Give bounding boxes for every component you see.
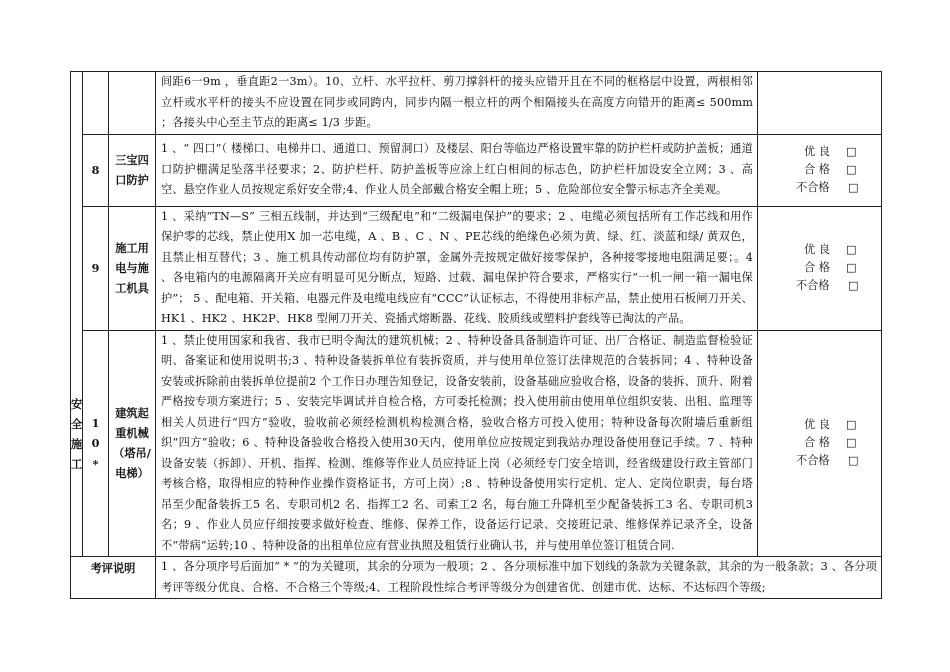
row-number: 8 <box>83 134 109 206</box>
row-name-line: 三宝四 <box>115 153 149 167</box>
row-name-line: 工机具 <box>115 281 149 295</box>
row-name <box>109 206 156 330</box>
row-number-char: 0 <box>91 436 100 450</box>
checkbox-icon[interactable]: □ <box>848 181 859 194</box>
grade-label: 不合格 <box>796 454 830 468</box>
grade-option-fail <box>788 452 881 470</box>
table-row <box>71 206 882 330</box>
grade-option-excellent <box>788 143 881 161</box>
row-content: 1 、禁止使用国家和我省、我市已明令淘汰的建筑机械；2 、特种设备具备制造许可证、出厂合格证、制造监督检验证明、备案证和使用说明书;3 、特种设备装拆单位有装拆资质，并与使用单位签订法律规范的合装拆同；4 、特种设备安装或拆除前由装拆单位提前2 个工作日办理告知登记，设备安装前，设备基础应验收合格，设备的装拆、顶升、附着严格按专项方案进行；5 、安装完毕调试并自检合格，方可委托检测；投入使用前由使用单位组织安装、出租、监理等相关人员进行“四方”验收，验收前必须经检测机构检测合格，验收合格方可投入使用；特种设备每次附墙后重新组织“四方”验收；6 、特种设备验收合格投入使用30天内，使用单位应按规定到我站办理设备使用登记手续。7 、特种设备安装（拆卸）、开机、指挥、检测、维修等作业人员应持证上岗（必须经专门安全培训，经省级建设行政主管部门考核合格，取得相应的特种作业操作资格证书，方可上岗）;8 、特种设备使用实行定机、定人、定岗位职责，每台塔吊至少配备装拆工5 名、专职司机2 名、指挥工2 名、司索工2 名，每台施工升降机至少配备装拆工3 名、专职司机3 名；9 、作业人员应仔细按要求做好检查、维修、保养工作，设备运行记录、交接班记录、维修保养记录齐全，设备不“带病”运转;10 、特种设备的出租单位应有营业执照及租赁行业确认书，并与使用单位签订租赁合同. <box>156 330 758 557</box>
row-name-line: 施工用 <box>115 241 149 255</box>
category-cell <box>71 72 83 557</box>
grade-cell <box>758 72 882 135</box>
checkbox-icon[interactable]: □ <box>846 261 857 274</box>
row-number: 9 <box>83 206 109 330</box>
row-content: 1 、“ 四口”（ 楼梯口、电梯井口、通道口、预留洞口）及楼层、阳台等临边严格设置牢靠的防护栏杆或防护盖板；通道口防护棚满足坠落半径要求；2、防护栏杆、防护盖板等应涂上红白相间的标志色，防护栏杆加设安全立网；3 、高空、悬空作业人员按规定系好安全带;4、作业人员全部戴合格安全帽上班；5 、危险部位安全警示标志齐全美观。 <box>156 134 758 206</box>
checkbox-icon[interactable]: □ <box>846 418 857 432</box>
table-row <box>71 330 882 557</box>
row-number <box>83 72 109 135</box>
grade-cell <box>758 134 882 206</box>
row-number-char: * <box>92 456 99 471</box>
row-name-line: 重机械 <box>115 426 149 441</box>
row-name-line: 电梯） <box>115 466 149 481</box>
grade-label: 优 良 <box>804 145 830 158</box>
table-row <box>71 134 882 206</box>
grade-label: 不合格 <box>796 181 830 194</box>
footer-row <box>71 557 882 599</box>
row-number-char: 1 <box>91 415 100 430</box>
grade-option-pass <box>788 434 881 452</box>
grade-label: 合 格 <box>804 436 830 450</box>
row-name <box>109 330 156 557</box>
grade-option-fail <box>788 277 881 295</box>
category-char: 施 <box>71 437 83 451</box>
row-number <box>83 330 109 557</box>
grade-option-pass <box>788 161 881 179</box>
category-char: 全 <box>71 417 83 431</box>
grade-label: 优 良 <box>804 243 830 256</box>
checkbox-icon[interactable]: □ <box>846 145 857 158</box>
row-name-line: 建筑起 <box>115 406 149 421</box>
grade-cell <box>758 330 882 557</box>
row-name-line: 电与施 <box>115 261 149 275</box>
category-char: 工 <box>71 457 83 471</box>
evaluation-notes-label: 考评说明 <box>71 557 156 599</box>
grade-option-fail <box>788 179 881 197</box>
row-content: 间距6一9m ，垂直距2一3m）。10、立杆、水平拉杆、剪刀撑斜杆的接头应错开且在不同的框格层中设置，两根相邻立杆或水平杆的接头不应设置在同步或同跨内，同步内隔一根立杆的两个相隔接头在高度方向错开的距离≤ 500mm ；各接头中心至主节点的距离≤ 1/3 步距。 <box>156 72 758 135</box>
grade-label: 合 格 <box>804 163 830 176</box>
row-name-line: （塔吊/ <box>113 446 151 461</box>
evaluation-table <box>70 71 882 599</box>
grade-option-excellent <box>788 241 881 259</box>
grade-label: 合 格 <box>804 261 830 274</box>
grade-label: 不合格 <box>796 279 830 292</box>
grade-cell <box>758 206 882 330</box>
checkbox-icon[interactable]: □ <box>848 454 859 468</box>
row-name-line: 口防护 <box>115 173 149 187</box>
row-content: 1 、采纳“TN—S” 三相五线制，并达到“三级配电”和“二级漏电保护”的要求；2 、电缆必须包括所有工作芯线和用作保护零的芯线，禁止使用X 加一芯电缆，A 、B 、C 、N 、PE芯线的绝缘色必须为黄、绿、红、淡蓝和绿/ 黄双色，且禁止相互替代；3 、施工机具传动部位均有防护罩，金属外壳按规定做好接零保护，各种接零接地电阻满足要；。4 、各电箱内的电源隔离开关应有明显可见分断点，短路、过载、漏电保护符合要求，严格实行“一机一闸一箱一漏电保护”； 5 、配电箱、开关箱、电器元件及电缆电线应有“CCC”认证标志，不得使用非标产品，禁止使用石板闸刀开关、HK1 、HK2 、HK2P、HK8 型闸刀开关、瓷插式熔断器、花线、胶质线或塑料护套线等已淘汰的产品。 <box>156 206 758 330</box>
grade-option-pass <box>788 259 881 277</box>
table-row <box>71 72 882 135</box>
checkbox-icon[interactable]: □ <box>846 163 857 176</box>
grade-label: 优 良 <box>804 418 830 432</box>
grade-option-excellent <box>788 416 881 434</box>
checkbox-icon[interactable]: □ <box>846 243 857 256</box>
evaluation-notes-content: 1 、各分项序号后面加“ * ”的为关键项，其余的分项为一般项；2 、各分项标准中加下划线的条款为关键条款，其余的为一般条款；3 、各分项考评等级分优良、合格、不合格三个等级;4、工程阶段性综合考评等级分为创建省优、创建市优、达标、不达标四个等级; <box>156 557 882 599</box>
row-name <box>109 134 156 206</box>
checkbox-icon[interactable]: □ <box>848 279 859 292</box>
category-char: 安 <box>71 397 83 411</box>
row-name <box>109 72 156 135</box>
checkbox-icon[interactable]: □ <box>846 436 857 450</box>
